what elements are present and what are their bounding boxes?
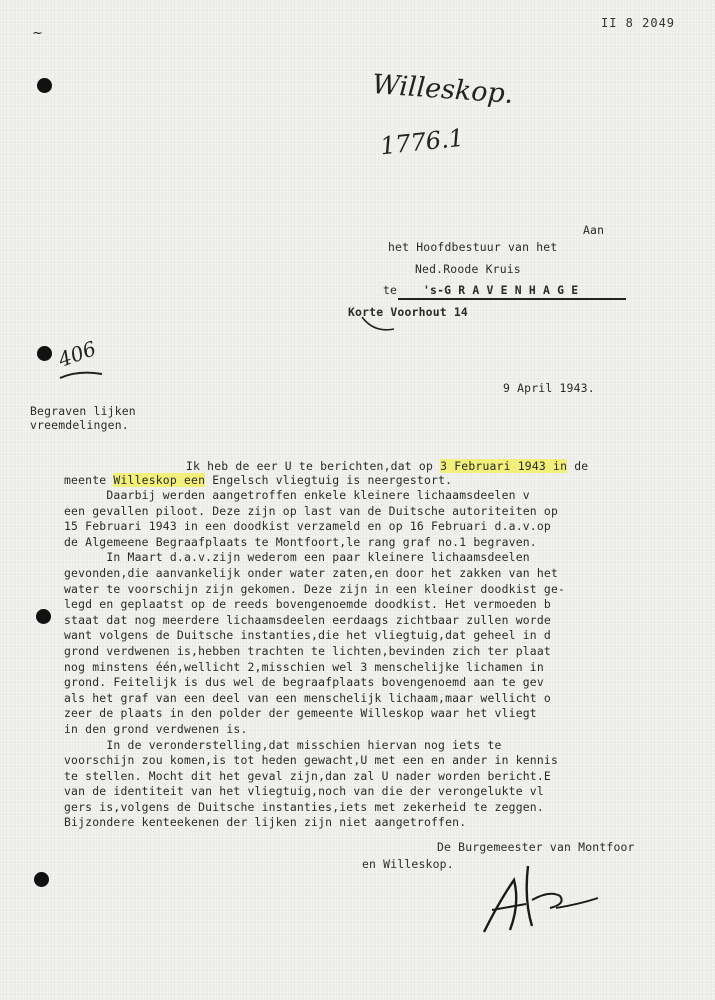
body-text-line: de Algemeene Begraafplaats te Montfoort,le rang graf no.1 begraven. (64, 534, 537, 549)
city-underline (398, 298, 626, 300)
punch-hole-middle (37, 346, 52, 361)
body-text-line: Daarbij werden aangetroffen enkele kleinere lichaamsdeelen v (64, 488, 530, 502)
body-text-line: In de veronderstelling,dat misschien hiervan nog iets te (64, 737, 502, 752)
address-line-2: het Hoofdbestuur van het (388, 240, 558, 254)
body-text-line: Bijzondere kenteekenen der lijken zijn niet aangetroffen. (64, 815, 467, 830)
body-line-2 (64, 473, 452, 489)
highlight-place: Willeskop een (113, 473, 206, 487)
body-text-line: te stellen. Mocht dit het geval zijn,dan zal U nader worden bericht.E (64, 768, 551, 783)
archive-reference: II 8 2049 (601, 16, 676, 30)
punch-hole-lower (36, 609, 51, 624)
body-text-line: staat dat nog meerdere lichaamsdeelen eerdaags zichtbaar zullen worde (64, 612, 551, 627)
body-text-line: als het graf van een deel van een menschelijk lichaam,maar wellicht o (64, 690, 551, 705)
handwritten-place: Willeskop. (371, 69, 515, 110)
subject-line-2: vreemdelingen. (30, 418, 129, 432)
address-line-1: Aan (583, 223, 605, 237)
body-text-line: van de identiteit van het vliegtuig,noch van die der verongelukte vl (64, 784, 544, 799)
handwritten-signature (470, 860, 610, 940)
closing-line-1: De Burgemeester van Montfoor (437, 840, 635, 854)
margin-number-underline (58, 368, 108, 382)
body-text-line: grond. Feitelijk is dus wel de begraafplaats bovengenoemd aan te gev (64, 675, 544, 690)
body-paragraphs (64, 488, 714, 831)
address-city: 's-G R A V E N H A G E (423, 283, 579, 297)
handwritten-margin-number: 406 (55, 336, 100, 372)
address-arrow-mark (360, 315, 400, 337)
body-line-2-text: meente (64, 473, 114, 487)
body-line-1-text: Ik heb de eer U te berichten,dat op (186, 459, 441, 473)
body-text-line: 15 Februari 1943 in een doodkist verzameld en op 16 Februari d.a.v.op (64, 519, 551, 534)
closing-line-2: en Willeskop. (362, 857, 454, 871)
body-text-line: want volgens de Duitsche instanties,die het vliegtuig,dat geheel in d (64, 628, 551, 643)
body-text-line: legd en geplaatst op de reeds bovengenoemde doodkist. Het vermoeden b (64, 597, 551, 612)
body-text-line: gevonden,die aanvankelijk onder water zaten,en door het zakken van het (64, 565, 559, 580)
punch-hole-bottom (34, 872, 49, 887)
address-line-3: Ned.Roode Kruis (415, 262, 521, 276)
body-text-line: in den grond verdwenen is. (64, 721, 248, 736)
letter-date: 9 April 1943. (503, 381, 595, 395)
corner-mark: ~ (32, 26, 43, 41)
handwritten-number: 1776.1 (378, 123, 466, 161)
body-text-line: nog minstens één,wellicht 2,misschien wel 3 menschelijke lichamen in (64, 659, 544, 674)
body-text-line: voorschijn zou komen,is tot heden gewacht,U met een en ander in kennis (64, 753, 559, 768)
body-text-line: gers is,volgens de Duitsche instanties,iets met zekerheid te zeggen. (64, 799, 544, 814)
body-text-line: een gevallen piloot. Deze zijn op last van de Duitsche autoriteiten op (64, 503, 559, 518)
address-line-5: Korte Voorhout 14 (348, 305, 468, 319)
subject-line-1: Begraven lijken (30, 404, 136, 418)
body-text-line: grond verdwenen is,hebben trachten te lichten,bevinden zich ter plaat (64, 643, 551, 658)
highlight-date: 3 Februari 1943 in (440, 459, 568, 473)
body-line-1-end: de (567, 459, 589, 473)
punch-hole-top (37, 78, 52, 93)
body-text-line: zeer de plaats in den polder der gemeente Willeskop waar het vliegt (64, 706, 537, 721)
body-line-2-end: Engelsch vliegtuig is neergestort. (205, 473, 453, 487)
address-line-4-prefix: te (383, 283, 398, 297)
body-text-line: water te voorschijn zijn gekomen. Deze zijn in een kleiner doodkist ge- (64, 581, 566, 596)
body-text-line: In Maart d.a.v.zijn wederom een paar kleinere lichaamsdeelen (64, 550, 530, 565)
